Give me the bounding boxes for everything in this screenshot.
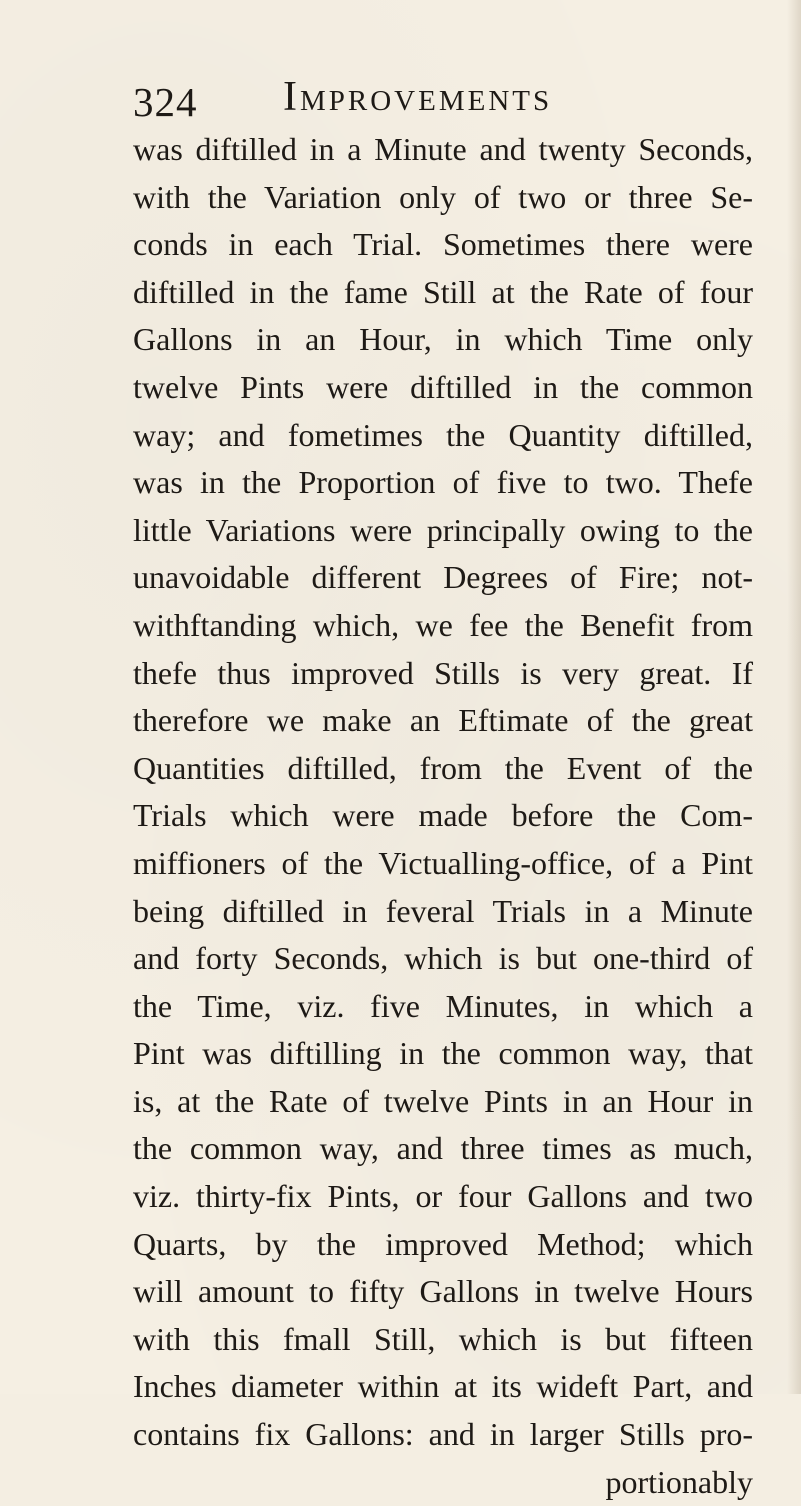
text-line: thefe thus improved Stills is very great. If: [133, 654, 753, 691]
text-line: Gallons in an Hour, in which Time only: [133, 321, 753, 358]
text-line: Quarts, by the improved Method; which: [133, 1225, 753, 1262]
text-line: with the Variation only of two or three Se-: [133, 178, 753, 215]
text-line: and forty Seconds, which is but one-third of: [133, 940, 753, 977]
text-line: Quantities diftilled, from the Event of the: [133, 749, 753, 786]
text-line: miffioners of the Victualling-office, of a Pint: [133, 844, 753, 881]
text-line: portionably: [605, 1463, 753, 1500]
text-line: was diftilled in a Minute and twenty Seconds,: [133, 131, 753, 167]
text-line: was in the Proportion of five to two. Thefe: [133, 464, 753, 501]
text-line: withftanding which, we fee the Benefit from: [133, 606, 753, 643]
text-line: therefore we make an Eftimate of the great: [133, 702, 753, 739]
text-line: conds in each Trial. Sometimes there were: [133, 226, 753, 263]
text-line: way; and fometimes the Quantity diftilled,: [133, 416, 753, 453]
text-line: Pint was diftilling in the common way, that: [133, 1035, 753, 1072]
text-line: diftilled in the fame Still at the Rate of four: [133, 273, 753, 310]
text-line: the common way, and three times as much,: [133, 1130, 753, 1167]
running-head: Improvements: [283, 74, 553, 120]
text-line: Inches diameter within at its wideft Part, and: [133, 1368, 753, 1405]
page-number: 324: [133, 79, 198, 125]
text-line: unavoidable different Degrees of Fire; not-: [133, 559, 753, 596]
text-line: is, at the Rate of twelve Pints in an Hour in: [133, 1082, 753, 1119]
text-line: with this fmall Still, which is but fifteen: [133, 1320, 753, 1357]
body-text: [133, 126, 753, 1506]
text-line: being diftilled in feveral Trials in a Minute: [133, 892, 753, 929]
text-line: contains fix Gallons: and in larger Stills pro-: [133, 1416, 753, 1453]
text-line: Trials which were made before the Com-: [133, 797, 753, 834]
text-line: little Variations were principally owing to the: [133, 511, 753, 548]
text-line: the Time, viz. five Minutes, in which a: [133, 987, 753, 1024]
text-line: will amount to fifty Gallons in twelve Hours: [133, 1273, 753, 1310]
page-header: [133, 72, 673, 132]
text-line: twelve Pints were diftilled in the common: [133, 368, 753, 405]
page-edge-shadow: [787, 0, 801, 1394]
text-line: viz. thirty-fix Pints, or four Gallons and two: [133, 1178, 753, 1215]
